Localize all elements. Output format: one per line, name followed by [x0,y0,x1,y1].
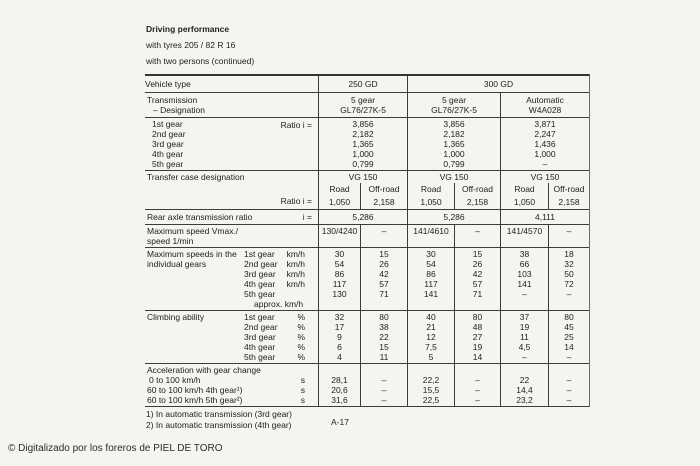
acceleration-col: – – – [360,364,407,406]
transmission-label: Transmission – Designation [147,95,205,115]
ratio-value: 0,799 [352,159,374,169]
ratios-300gd-manual [407,118,500,170]
gear-ratio-labels [145,118,318,170]
gear-label: 1st gear [244,249,275,259]
acceleration-col: 28,1 20,6 31,6 [318,364,360,406]
spec-table [145,74,590,407]
transfer-ratio-value: 1,050 [407,195,454,209]
gear-label: 4th gear [152,149,184,159]
transfer-ratio-value: 2,158 [360,195,407,209]
gear-label: 4th gear [244,342,276,352]
transfer-ratio-value: 1,050 [318,195,360,209]
road-header: Road [407,183,454,195]
transfer-ratio-value: 2,158 [454,195,500,209]
max-speed-row [145,225,589,248]
transfer-case-label-cell [145,171,318,209]
gear-speeds-label-cell [145,248,318,310]
ratio-value: 0,799 [443,159,465,169]
road-header: Road [318,183,360,195]
acceleration-col: 22,2 15,5 22,5 [407,364,454,406]
accel-row-label: 60 to 100 km/h 4th gear¹) [147,385,243,395]
max-speed-value: 130/4240 [318,225,360,247]
accel-row-label: 0 to 100 km/h [149,375,201,385]
gear-label: 2nd gear [244,322,278,332]
ratio-value: 2,182 [443,129,465,139]
ratios-300gd-automatic [500,118,589,170]
persons-line: with two persons (continued) [146,56,255,66]
ratio-value: 1,000 [534,149,556,159]
accel-row-label: 60 to 100 km/h 5th gear²) [147,395,243,405]
acceleration-label: Acceleration with gear change [147,365,261,375]
ratio-value: 1,000 [443,149,465,159]
gear-ratios-row [145,118,589,171]
transfer-ratio-value: 2,158 [548,195,589,209]
rear-axle-value: 5,286 [318,210,407,224]
ratio-value: 1,365 [443,139,465,149]
watermark-credit: © Digitalizado por los foreros de PIEL DE TORO [8,443,223,454]
ratio-value: 2,247 [534,129,556,139]
acceleration-col: 22 14,4 23,2 [500,364,548,406]
max-speed-label-cell: Maximum speed Vmax./ speed 1/min [147,226,239,246]
transfer-case-row [145,171,589,210]
acceleration-label-cell [145,364,318,406]
unit-label: % [297,332,305,342]
ratio-value: – [542,159,548,169]
gear-label: 5th gear [244,289,276,299]
page-header [146,21,254,69]
climbing-label-cell [145,311,318,363]
transmission-300gd-automatic: Automatic W4A028 [500,93,589,117]
gear-speed-col: 15 26 42 57 71 [454,248,500,310]
gear-speeds-sublabels [244,249,318,309]
unit-label: % [297,322,305,332]
gear-label: 1st gear [244,312,275,322]
gear-label: 3rd gear [152,139,184,149]
climbing-col: 32 17 9 6 4 [318,311,360,363]
gear-speed-col: 18 32 50 72 – [548,248,589,310]
rear-axle-label: Rear axle transmission ratio [147,212,253,222]
header-250gd: 250 GD [318,76,407,92]
offroad-header: Off-road [454,183,500,195]
max-speed-value: 141/4570 [500,225,548,247]
gear-label: 5th gear [152,159,184,169]
climbing-col: 40 21 12 7,5 5 [407,311,454,363]
unit-label: % [297,352,305,362]
acceleration-col: – – – [454,364,500,406]
unit-label: s [300,385,305,395]
transmission-row [145,93,589,118]
i-equals-label: i = [302,212,312,222]
transfer-designation: VG 150 [500,171,589,183]
gear-speed-col: 30 54 86 117 141 [407,248,454,310]
max-speed-value: – [360,225,407,247]
road-header: Road [500,183,548,195]
climbing-sublabels [244,312,318,362]
transfer-case-label: Transfer case designation [147,172,245,182]
ratio-i-label: Ratio i = [280,120,312,130]
gear-label: 5th gear [244,352,276,362]
rear-axle-row [145,210,589,225]
offroad-header: Off-road [360,183,407,195]
transfer-ratio-value: 1,050 [500,195,548,209]
climbing-col: 80 48 27 19 14 [454,311,500,363]
rear-axle-value: 4,111 [500,210,589,224]
tyres-line: with tyres 205 / 82 R 16 [146,40,236,50]
unit-label: km/h [286,249,305,259]
unit-label: km/h [286,279,305,289]
unit-label: km/h [286,259,305,269]
acceleration-row [145,364,589,407]
unit-label: % [297,312,305,322]
unit-label: km/h [286,269,305,279]
transfer-designation: VG 150 [407,171,500,183]
ratio-value: 1,436 [534,139,556,149]
climbing-col: 37 19 11 4,5 – [500,311,548,363]
climbing-row [145,311,589,364]
gear-speed-col: 15 26 42 57 71 [360,248,407,310]
vehicle-type-label: Vehicle type [145,79,191,89]
gear-label: 1st gear [152,119,183,129]
gear-speed-col: 30 54 86 117 130 [318,248,360,310]
ratio-i-label: Ratio i = [280,196,312,206]
offroad-header: Off-road [548,183,589,195]
transfer-designation: VG 150 [318,171,407,183]
max-speed-value: – [454,225,500,247]
header-300gd: 300 GD [407,76,589,92]
ratio-value: 3,856 [352,119,374,129]
gear-speed-col: 38 66 103 141 – [500,248,548,310]
climbing-col: 80 45 25 14 – [548,311,589,363]
acceleration-col: – – – [548,364,589,406]
ratio-value: 1,365 [352,139,374,149]
designation-sublabel: – Designation [153,105,205,115]
ratio-value: 2,182 [352,129,374,139]
gear-label: 2nd gear [152,129,186,139]
climbing-col: 80 38 22 15 11 [360,311,407,363]
unit-label: % [297,342,305,352]
gear-label: 3rd gear [244,269,276,279]
ratios-250gd [318,118,407,170]
page-number: A-17 [331,417,349,427]
vehicle-type-row [145,76,589,93]
transmission-250gd: 5 gear GL76/27K-5 [318,93,407,117]
footnotes [146,409,292,431]
footnote-1: 1) In automatic transmission (3rd gear) [146,409,292,419]
gear-speeds-row [145,248,589,311]
gear-label: 2nd gear [244,259,278,269]
gear-label: 4th gear [244,279,276,289]
transmission-300gd-manual: 5 gear GL76/27K-5 [407,93,500,117]
unit-label: s [300,375,305,385]
ratio-value: 1,000 [352,149,374,159]
climbing-label: Climbing ability [147,312,205,322]
footnote-2: 2) In automatic transmission (4th gear) [146,420,292,430]
gear-speeds-label: Maximum speeds in the individual gears [147,249,237,269]
unit-label: s [300,395,305,405]
page-title: Driving performance [146,24,230,34]
ratio-value: 3,871 [534,119,556,129]
gear-label: 3rd gear [244,332,276,342]
rear-axle-label-cell [145,210,318,224]
max-speed-value: 141/4610 [407,225,454,247]
max-speed-value: – [548,225,589,247]
rear-axle-value: 5,286 [407,210,500,224]
approx-kmh-label: approx. km/h [254,299,304,309]
ratio-value: 3,856 [443,119,465,129]
